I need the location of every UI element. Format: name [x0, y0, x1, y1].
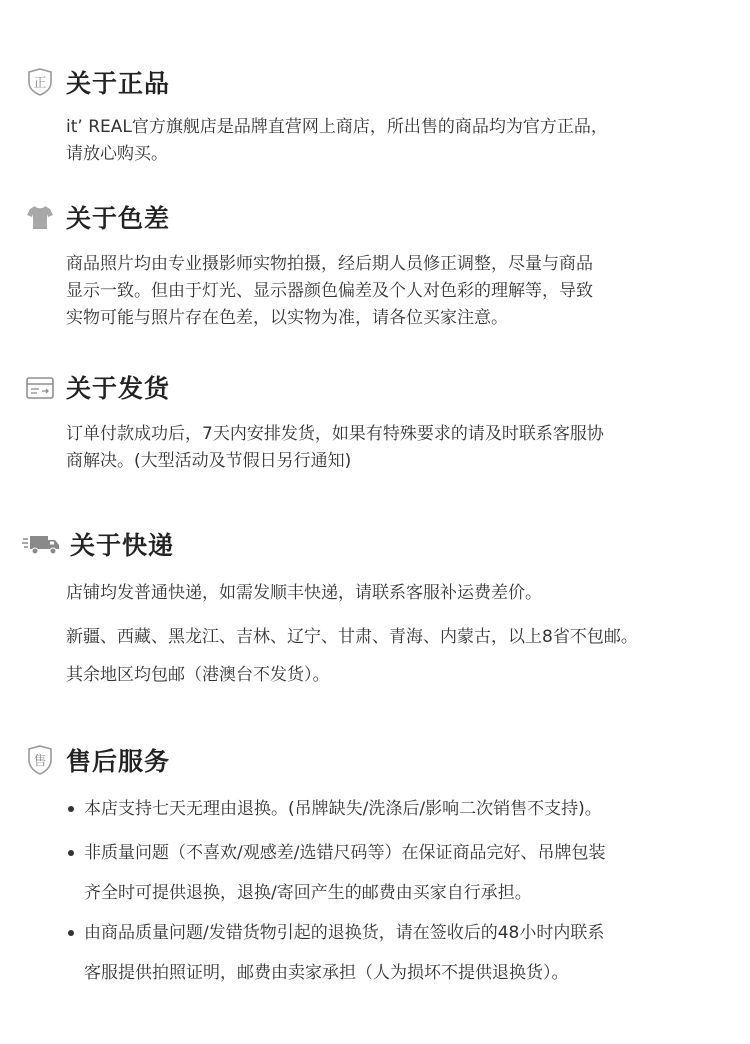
tshirt-icon	[22, 199, 58, 235]
body-line: 实物可能与照片存在色差，以实物为准，请各位买家注意。	[66, 308, 508, 328]
body-line: 其余地区均包邮（港澳台不发货）。	[66, 665, 330, 685]
body-line: 显示一致。但由于灯光、显示器颜色偏差及个人对色彩的理解等，导致	[66, 281, 593, 301]
bullet-dot	[68, 850, 74, 856]
section-header	[22, 369, 170, 405]
section-title: 关于发货	[66, 374, 171, 403]
list-item	[66, 789, 726, 829]
body-line: it’ REAL官方旗舰店是品牌直营网上商店，所出售的商品均为官方正品，	[66, 117, 608, 137]
body-line: 商解决。(大型活动及节假日另行通知)	[66, 451, 352, 471]
bullet-line: 本店支持七天无理由退换。(吊牌缺失/洗涤后/影响二次销售不支持)。	[84, 799, 602, 819]
section-title: 关于色差	[66, 204, 171, 233]
body-line: 店铺均发普通快递，如需发顺丰快递，请联系客服补运费差价。	[66, 583, 542, 603]
section-body	[66, 421, 736, 475]
bullet-line: 客服提供拍照证明，邮费由卖家承担（人为损坏不提供退换货）。	[84, 963, 569, 983]
body-line: 订单付款成功后，7天内安排发货，如果有特殊要求的请及时联系客服协	[66, 424, 604, 444]
section-body	[66, 251, 736, 332]
body-line: 新疆、西藏、黑龙江、吉林、辽宁、甘肃、青海、内蒙古，以上8省不包邮。	[66, 627, 638, 647]
body-line: 请放心购买。	[66, 144, 168, 164]
body-line: 商品照片均由专业摄影师实物拍摄，经后期人员修正调整，尽量与商品	[66, 254, 593, 274]
svg-text:售: 售	[33, 754, 47, 769]
bullet-line: 非质量问题（不喜欢/观感差/选错尺码等）在保证商品完好、吊牌包装	[84, 843, 606, 863]
section-title: 关于快递	[70, 531, 175, 560]
section-header	[22, 526, 174, 562]
list-item	[66, 833, 726, 913]
shou-badge-icon	[22, 742, 58, 778]
section-title: 售后服务	[66, 747, 171, 776]
section-header	[22, 64, 170, 100]
section-body	[66, 114, 736, 168]
delivery-truck-icon	[22, 526, 62, 562]
section-title: 关于正品	[66, 69, 171, 98]
list-item	[66, 913, 726, 993]
section-header	[22, 742, 170, 778]
zheng-badge-icon	[22, 64, 58, 100]
bullet-line: 由商品质量问题/发错货物引起的退换货，请在签收后的48小时内联系	[84, 923, 605, 943]
svg-text:正: 正	[33, 76, 47, 91]
bullet-dot	[68, 930, 74, 936]
bullet-dot	[68, 806, 74, 812]
section-header	[22, 199, 170, 235]
shipping-box-icon	[22, 369, 58, 405]
bullet-line: 齐全时可提供退换，退换/寄回产生的邮费由买家自行承担。	[84, 883, 532, 903]
